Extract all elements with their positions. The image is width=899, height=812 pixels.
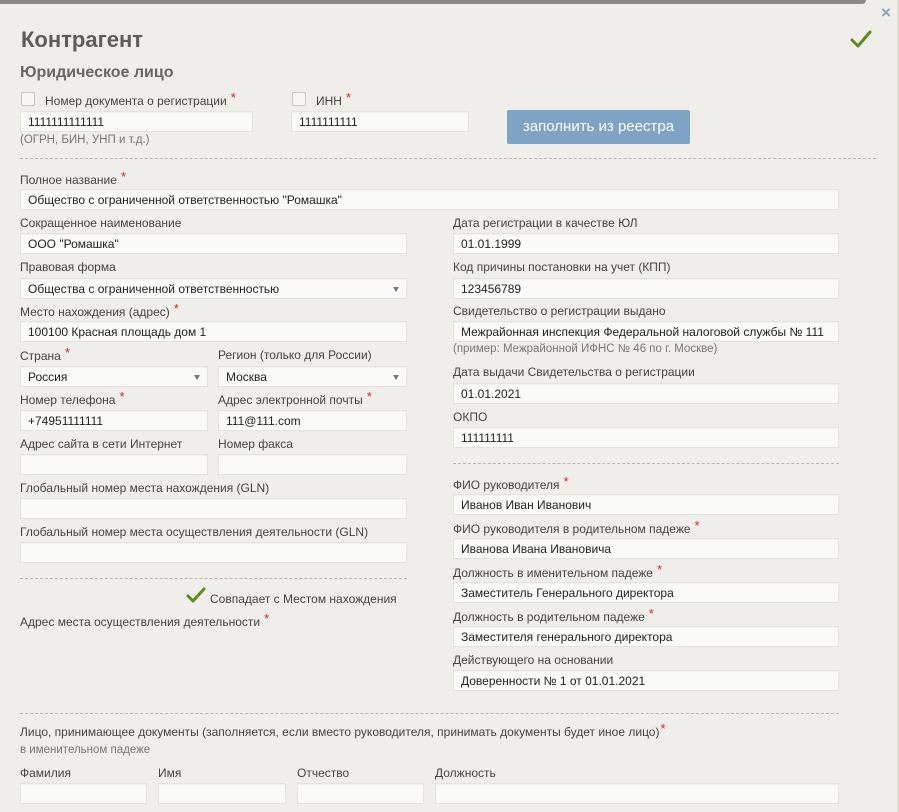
phone-label: Номер телефона * — [20, 389, 125, 407]
head-name-input[interactable]: Иванов Иван Иванович — [453, 494, 839, 515]
kpp-label: Код причины постановки на учет (КПП) — [453, 260, 671, 274]
close-icon[interactable]: × — [881, 3, 891, 22]
legal-form-select[interactable]: Общества с ограниченной ответственностью — [20, 278, 407, 299]
gln-activity-label: Глобальный номер места осуществления деятельности (GLN) — [20, 525, 369, 539]
cert-date-label: Дата выдачи Свидетельства о регистрации — [453, 365, 695, 379]
separator — [20, 713, 839, 714]
short-name-label: Сокращенное наименование — [20, 216, 182, 230]
gln-location-input[interactable] — [20, 498, 407, 519]
fax-label: Номер факса — [218, 437, 293, 451]
position-nom-input[interactable]: Заместитель Генерального директора — [453, 582, 839, 603]
doc-number-hint: (ОГРН, БИН, УНП и т.д.) — [20, 134, 150, 146]
full-name-input[interactable]: Общество с ограниченной ответственностью "Ромашка" — [20, 189, 839, 210]
email-label: Адрес электронной почты * — [218, 389, 372, 407]
receiver-first-name-input[interactable] — [158, 783, 286, 804]
receiver-patronymic-label: Отчество — [297, 766, 350, 780]
receiver-title: Лицо, принимающее документы (заполняется, если вместо руководителя, принимать документы будет иное лицо)* — [20, 721, 666, 739]
reg-date-input[interactable]: 01.01.1999 — [453, 233, 839, 254]
head-name-gen-input[interactable]: Иванова Ивана Ивановича — [453, 538, 839, 559]
okpo-label: ОКПО — [453, 410, 488, 424]
basis-label: Действующего на основании — [453, 653, 614, 667]
cert-issued-hint: (пример: Межрайонной ИФНС № 46 по г. Москве) — [453, 343, 718, 355]
separator — [20, 158, 876, 159]
region-select[interactable]: Москва — [218, 366, 407, 387]
doc-number-input[interactable]: 1111111111111 — [20, 111, 253, 132]
website-label: Адрес сайта в сети Интернет — [20, 437, 183, 451]
email-input[interactable]: 111@111.com — [218, 410, 407, 431]
receiver-last-name-label: Фамилия — [20, 766, 71, 780]
address-label: Место нахождения (адрес) * — [20, 301, 179, 319]
kpp-input[interactable]: 123456789 — [453, 278, 839, 299]
position-gen-label: Должность в родительном падеже * — [453, 606, 654, 624]
reg-date-label: Дата регистрации в качестве ЮЛ — [453, 216, 638, 230]
phone-input[interactable]: +74951111111 — [20, 410, 208, 431]
separator — [20, 578, 407, 579]
same-address-label[interactable]: Совпадает с Местом нахождения — [210, 592, 397, 606]
head-name-gen-label: ФИО руководителя в родительном падеже * — [453, 518, 700, 536]
receiver-patronymic-input[interactable] — [297, 783, 424, 804]
basis-input[interactable]: Доверенности № 1 от 01.01.2021 — [453, 670, 839, 691]
gln-location-label: Глобальный номер места нахождения (GLN) — [20, 481, 270, 495]
receiver-position-label: Должность — [435, 766, 496, 780]
cert-issued-input[interactable]: Межрайонная инспекция Федеральной налоговой службы № 111 — [453, 321, 839, 342]
inn-label: ИНН * — [316, 90, 352, 108]
website-input[interactable] — [20, 454, 208, 475]
country-label: Страна * — [20, 345, 70, 363]
fax-input[interactable] — [218, 454, 407, 475]
dialog-title: Контрагент — [21, 27, 144, 52]
okpo-input[interactable]: 111111111 — [453, 427, 839, 448]
inn-checkbox[interactable] — [292, 92, 306, 106]
receiver-first-name-label: Имя — [158, 766, 182, 780]
gln-activity-input[interactable] — [20, 542, 407, 563]
country-select[interactable]: Россия — [20, 366, 208, 387]
position-gen-input[interactable]: Заместителя генерального директора — [453, 626, 839, 647]
doc-number-checkbox[interactable] — [21, 92, 35, 106]
dialog-subtitle: Юридическое лицо — [20, 64, 174, 81]
fill-from-registry-button[interactable]: заполнить из реестра — [507, 110, 690, 144]
doc-number-label: Номер документа о регистрации * — [45, 90, 236, 108]
position-nom-label: Должность в именительном падеже * — [453, 562, 663, 580]
region-label: Регион (только для России) — [218, 348, 372, 362]
address-input[interactable]: 100100 Красная площадь дом 1 — [20, 321, 407, 342]
separator — [453, 463, 839, 464]
full-name-label: Полное название * — [20, 169, 126, 187]
receiver-last-name-input[interactable] — [20, 783, 147, 804]
top-border — [0, 0, 866, 4]
short-name-input[interactable]: ООО "Ромашка" — [20, 233, 407, 254]
cert-issued-label: Свидетельство о регистрации выдано — [453, 304, 666, 318]
activity-address-label: Адрес места осуществления деятельности * — [20, 611, 270, 629]
cert-date-input[interactable]: 01.01.2021 — [453, 383, 839, 404]
same-address-checkmark-icon[interactable] — [186, 587, 206, 605]
inn-input[interactable]: 1111111111 — [291, 111, 469, 132]
receiver-case-hint: в именительном падеже — [20, 744, 151, 756]
legal-form-label: Правовая форма — [20, 260, 116, 274]
save-checkmark-icon[interactable] — [850, 30, 872, 50]
head-name-label: ФИО руководителя * — [453, 474, 569, 492]
receiver-position-input[interactable] — [435, 783, 839, 804]
